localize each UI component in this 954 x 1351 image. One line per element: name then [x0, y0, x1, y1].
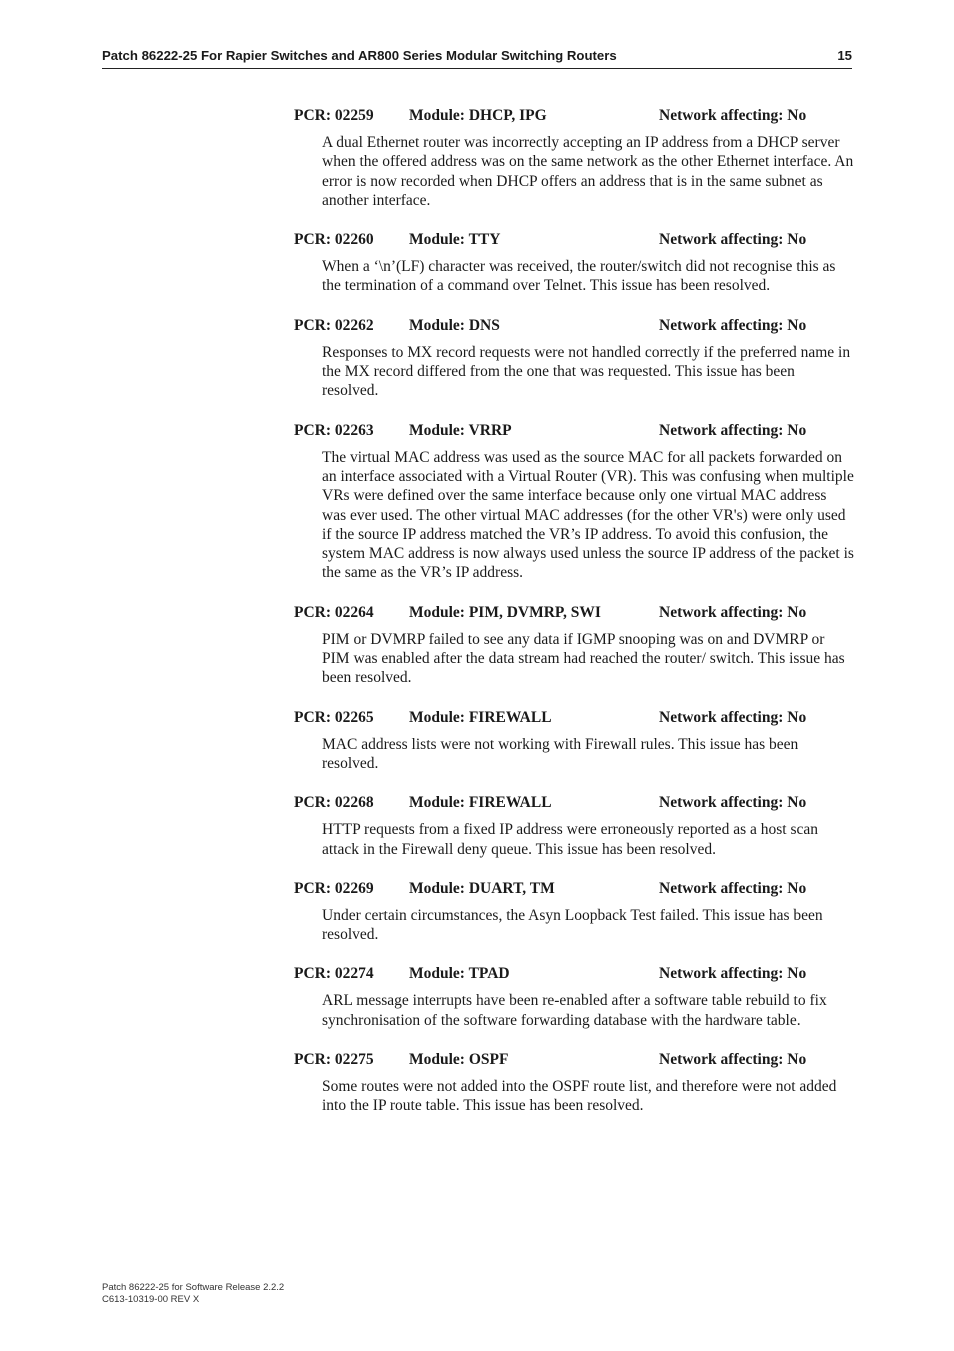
- pcr-network-affecting: Network affecting: No: [659, 107, 807, 124]
- pcr-description: A dual Ethernet router was incorrectly accepting an IP address from a DHCP server when the offered address was on the same network as the other Ethernet interface. An error is now recorded when DHCP offers an address that is in the same subnet as another interface.: [322, 134, 854, 209]
- pcr-description: Some routes were not added into the OSPF route list, and therefore were not added into the IP route table. This issue has been resolved.: [322, 1078, 837, 1115]
- pcr-entry: [294, 1049, 854, 1116]
- pcr-module: Module: PIM, DVMRP, SWI: [409, 603, 601, 621]
- pcr-number: PCR: 02259: [294, 107, 374, 124]
- pcr-entry-heading: [294, 707, 854, 731]
- pcr-entry: [294, 105, 854, 210]
- pcr-network-affecting: Network affecting: No: [659, 965, 807, 983]
- page-footer: [102, 1282, 284, 1305]
- pcr-network-affecting: Network affecting: No: [659, 708, 807, 726]
- pcr-entry-heading: [294, 963, 854, 987]
- pcr-number: PCR: 02264: [294, 603, 374, 621]
- pcr-network-affecting: Network affecting: No: [659, 603, 807, 621]
- document-title: Patch 86222-25 For Rapier Switches and AR800 Series Modular Switching Routers: [102, 48, 617, 63]
- pcr-entry-heading: [294, 315, 854, 339]
- pcr-description: PIM or DVMRP failed to see any data if IGMP snooping was on and DVMRP or PIM was enabled after the data stream had reached the router/ switch. This issue has been resolved.: [322, 630, 845, 687]
- pcr-description: When a ‘\n’(LF) character was received, the router/switch did not recognise this as the termination of a command over Telnet. This issue has been resolved.: [322, 258, 836, 295]
- pcr-module: Module: FIREWALL: [409, 794, 552, 812]
- pcr-module: Module: TPAD: [409, 965, 510, 983]
- pcr-module: Module: FIREWALL: [409, 708, 552, 726]
- page-number: 15: [837, 48, 852, 63]
- pcr-entry: [294, 707, 854, 774]
- pcr-list: [294, 105, 854, 1135]
- pcr-network-affecting: Network affecting: No: [659, 1051, 807, 1069]
- pcr-module: Module: DUART, TM: [409, 879, 555, 897]
- pcr-entry: [294, 315, 854, 401]
- pcr-entry-heading: [294, 229, 854, 253]
- pcr-network-affecting: Network affecting: No: [659, 421, 807, 439]
- pcr-description: MAC address lists were not working with Firewall rules. This issue has been resolved.: [322, 735, 799, 772]
- pcr-number: PCR: 02268: [294, 794, 374, 812]
- pcr-description: Responses to MX record requests were not handled correctly if the preferred name in the MX record differed from the one that was requested. This issue has been resolved.: [322, 343, 851, 400]
- pcr-entry: [294, 602, 854, 688]
- pcr-network-affecting: Network affecting: No: [659, 879, 807, 897]
- pcr-description: HTTP requests from a fixed IP address were erroneously reported as a host scan attack in the Firewall deny queue. This issue has been resolved.: [322, 821, 818, 858]
- pcr-entry-heading: [294, 420, 854, 444]
- pcr-number: PCR: 02262: [294, 316, 374, 334]
- pcr-module: Module: DHCP, IPG: [409, 107, 547, 124]
- pcr-number: PCR: 02275: [294, 1051, 374, 1069]
- pcr-description: The virtual MAC address was used as the source MAC for all packets forwarded on an interface associated with a Virtual Router (VR). This was confusing when multiple VRs were defined over the same interface because only one virtual MAC address was ever used. The other virtual MAC addresses (for the other VR's) were only used if the source IP address matched the VR’s IP address. To avoid this confusion, the system MAC address is now always used unless the source IP address of the packet is the same as the VR’s IP address.: [322, 448, 854, 582]
- footer-doc-code: C613-10319-00 REV X: [102, 1293, 200, 1305]
- pcr-number: PCR: 02260: [294, 231, 374, 249]
- pcr-module: Module: TTY: [409, 231, 501, 249]
- footer-release: Patch 86222-25 for Software Release 2.2.2: [102, 1282, 285, 1293]
- pcr-network-affecting: Network affecting: No: [659, 794, 807, 812]
- pcr-description: ARL message interrupts have been re-enabled after a software table rebuild to fix synchronisation of the software forwarding database with the hardware table.: [322, 992, 827, 1029]
- pcr-entry-heading: [294, 878, 854, 902]
- pcr-module: Module: OSPF: [409, 1051, 509, 1069]
- pcr-entry: [294, 878, 854, 945]
- pcr-module: Module: DNS: [409, 316, 500, 334]
- pcr-network-affecting: Network affecting: No: [659, 231, 807, 249]
- pcr-number: PCR: 02263: [294, 421, 374, 439]
- pcr-entry-heading: [294, 792, 854, 816]
- pcr-entry: [294, 420, 854, 583]
- pcr-number: PCR: 02274: [294, 965, 374, 983]
- pcr-entry-heading: [294, 105, 854, 129]
- pcr-entry: [294, 792, 854, 859]
- pcr-entry-heading: [294, 1049, 854, 1073]
- pcr-entry-heading: [294, 602, 854, 626]
- pcr-description: Under certain circumstances, the Asyn Loopback Test failed. This issue has been resolved.: [322, 906, 823, 944]
- pcr-entry: [294, 229, 854, 296]
- pcr-number: PCR: 02265: [294, 708, 374, 726]
- page-header: [102, 48, 852, 69]
- pcr-network-affecting: Network affecting: No: [659, 316, 807, 334]
- pcr-module: Module: VRRP: [409, 421, 512, 439]
- pcr-number: PCR: 02269: [294, 879, 374, 897]
- pcr-entry: [294, 963, 854, 1030]
